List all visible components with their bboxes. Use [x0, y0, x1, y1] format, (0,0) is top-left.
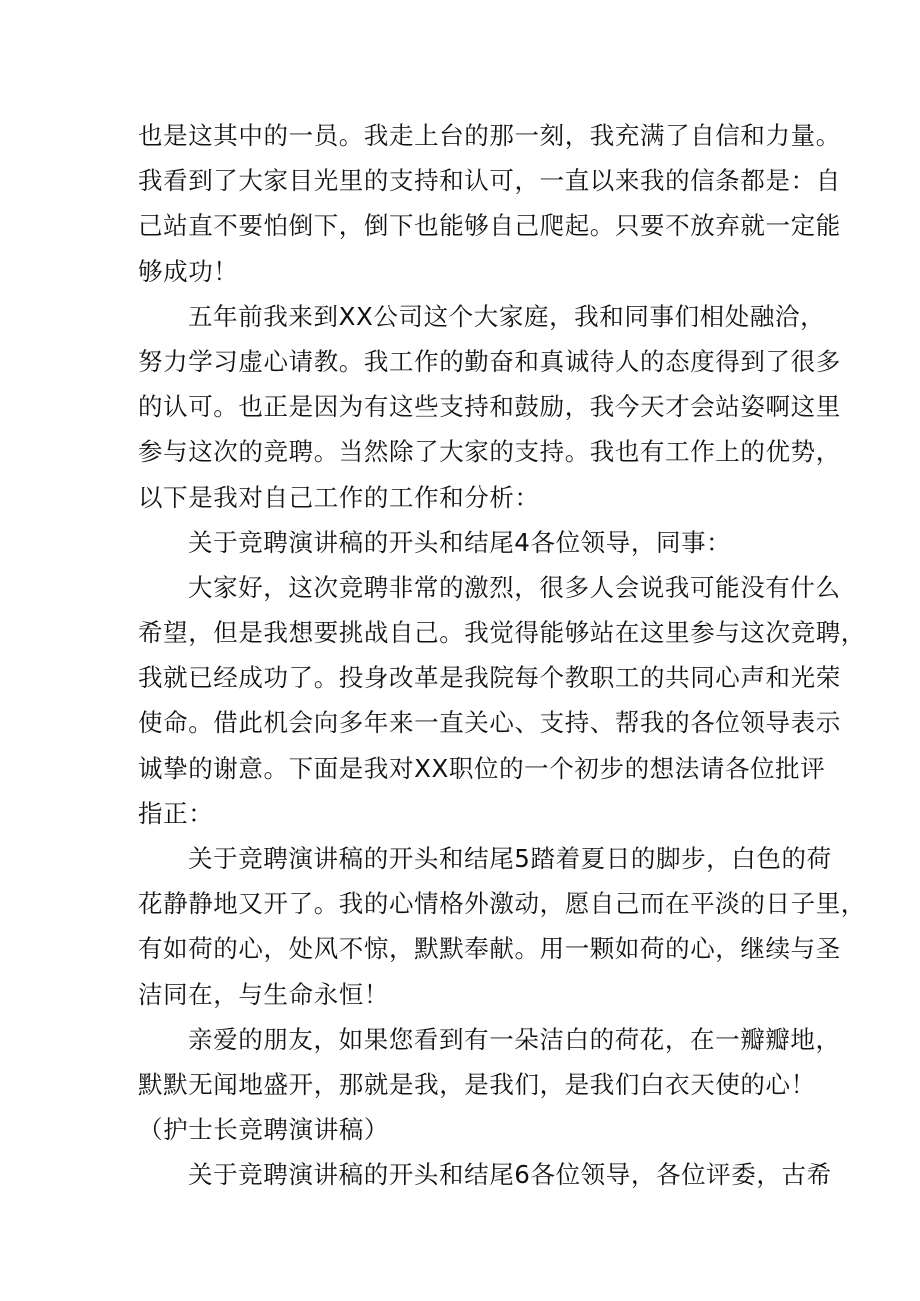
text-line: 努力学习虚心请教。我工作的勤奋和真诚待人的态度得到了很多	[138, 346, 841, 376]
document-body	[138, 113, 866, 1198]
text-line: 关于竞聘演讲稿的开头和结尾4各位领导，同事：	[188, 527, 732, 557]
text-line: 希望，但是我想要挑战自己。我觉得能够站在这里参与这次竞聘，	[138, 618, 866, 648]
text-line: 诚挚的谢意。下面是我对XX职位的一个初步的想法请各位批评	[138, 753, 826, 783]
text-line: 亲爱的朋友，如果您看到有一朵洁白的荷花，在一瓣瓣地，	[188, 1024, 841, 1054]
text-line: 关于竞聘演讲稿的开头和结尾6各位领导，各位评委，古希	[188, 1160, 832, 1190]
text-line: 以下是我对自己工作的工作和分析：	[138, 482, 540, 512]
text-line: 够成功！	[138, 256, 239, 286]
text-line: 默默无闻地盛开，那就是我，是我们，是我们白衣天使的心！	[138, 1069, 816, 1099]
text-line: 我就已经成功了。投身改革是我院每个教职工的共同心声和光荣	[138, 663, 841, 693]
text-line: （护士长竞聘演讲稿）	[138, 1115, 389, 1145]
text-line: 有如荷的心，处风不惊，默默奉献。用一颗如荷的心，继续与圣	[138, 934, 841, 964]
text-line: 己站直不要怕倒下，倒下也能够自己爬起。只要不放弃就一定能	[138, 211, 841, 241]
text-line: 洁同在，与生命永恒！	[138, 979, 389, 1009]
text-line: 我看到了大家目光里的支持和认可，一直以来我的信条都是：自	[138, 166, 841, 196]
text-line: 使命。借此机会向多年来一直关心、支持、帮我的各位领导表示	[138, 708, 841, 738]
text-line: 五年前我来到XX公司这个大家庭，我和同事们相处融洽，	[188, 301, 826, 331]
text-line: 花静静地又开了。我的心情格外激动，愿自己而在平淡的日子里，	[138, 889, 866, 919]
text-line: 大家好，这次竞聘非常的激烈，很多人会说我可能没有什么	[188, 572, 841, 602]
text-line: 的认可。也正是因为有这些支持和鼓励，我今天才会站姿啊这里	[138, 392, 841, 422]
text-line: 关于竞聘演讲稿的开头和结尾5踏着夏日的脚步，白色的荷	[188, 844, 832, 873]
text-line: 指正：	[138, 798, 214, 828]
text-line: 也是这其中的一员。我走上台的那一刻，我充满了自信和力量。	[138, 121, 841, 150]
text-line: 参与这次的竞聘。当然除了大家的支持。我也有工作上的优势，	[138, 437, 841, 467]
